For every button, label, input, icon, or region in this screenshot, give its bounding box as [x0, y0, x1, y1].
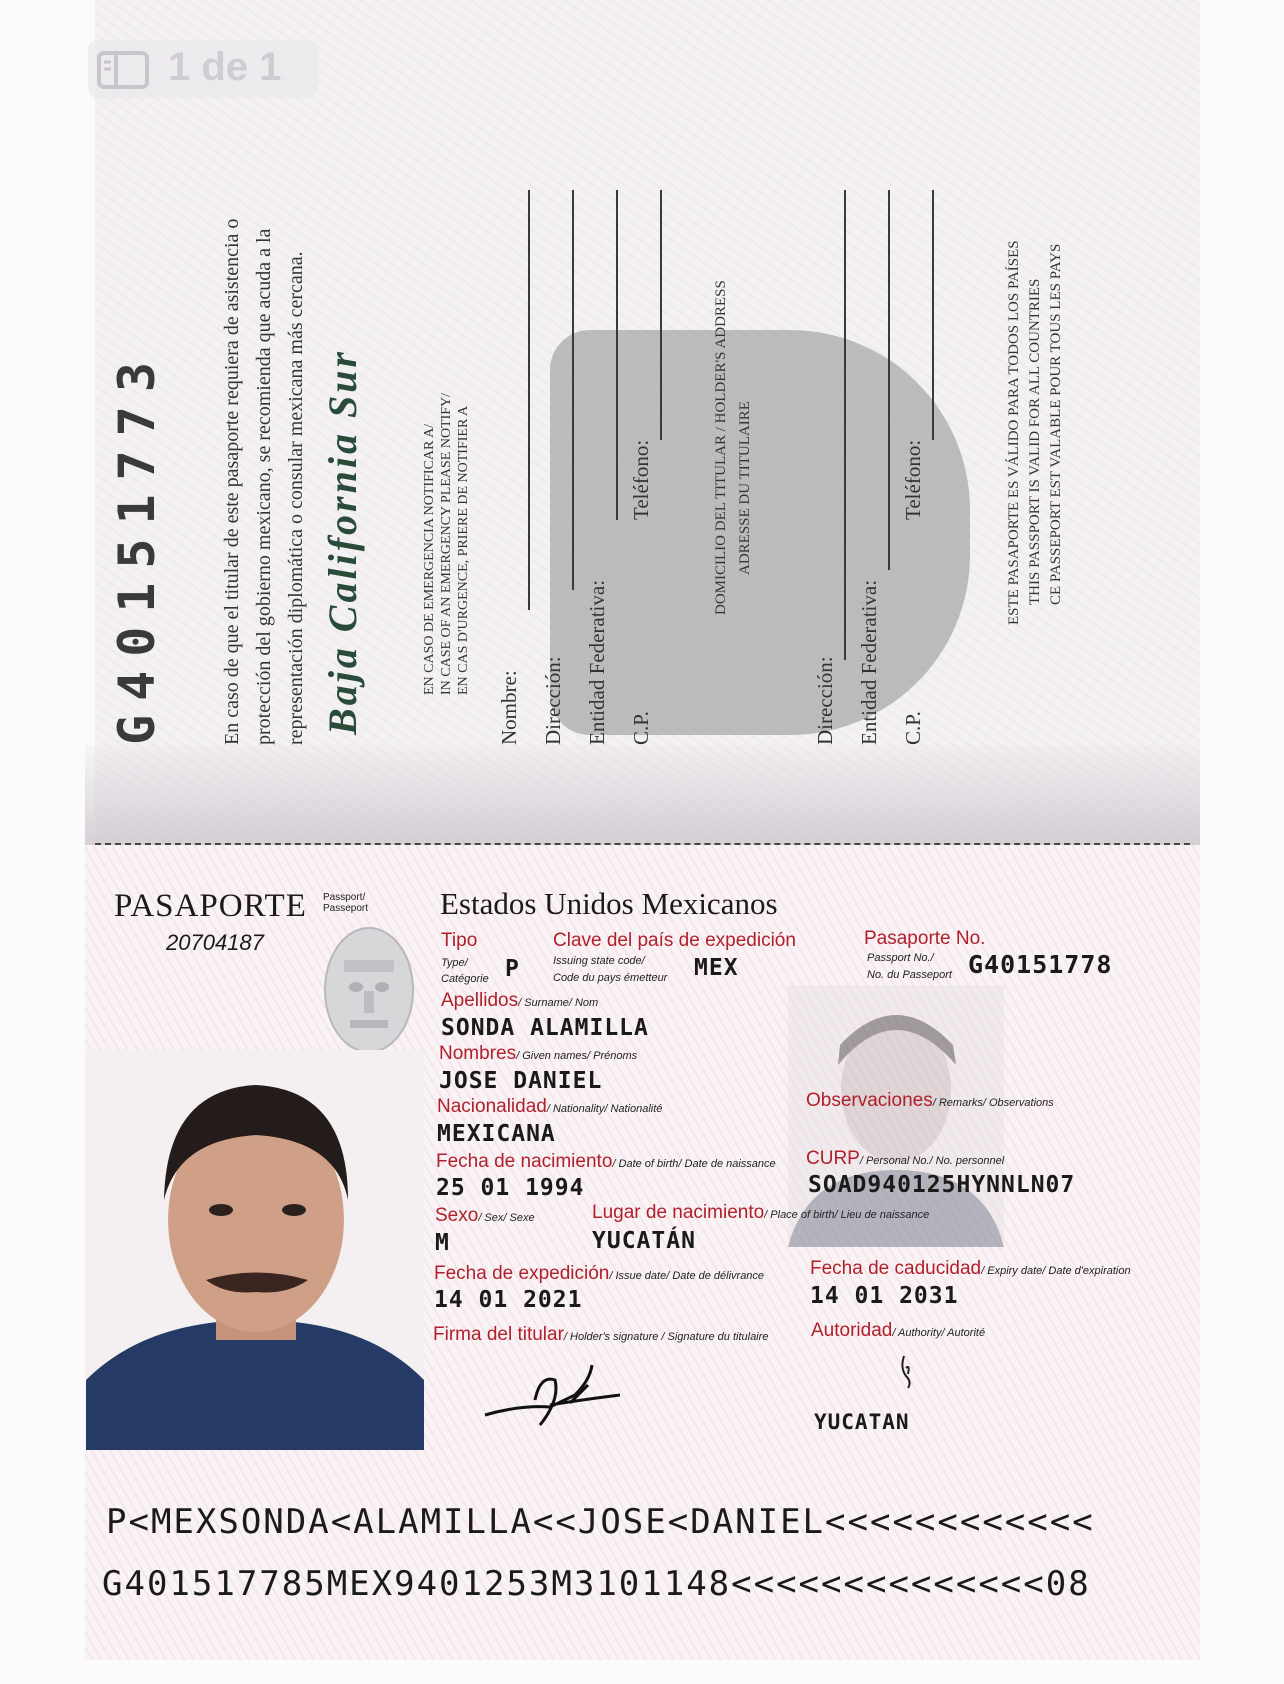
curp-label: CURP [806, 1148, 860, 1169]
nombres-label: Nombres [439, 1043, 517, 1064]
mrz-line-2: G401517785MEX9401253M3101148<<<<<<<<<<<<<<08 [102, 1564, 1091, 1604]
autoridad-label: Autoridad [811, 1320, 893, 1341]
validity-line-2: THIS PASSPORT IS VALID FOR ALL COUNTRIES [1027, 278, 1043, 605]
firma-label: Firma del titular [433, 1324, 564, 1345]
address-entidad-label: Entidad Federativa: [857, 579, 881, 745]
fecha-cad-small: / Expiry date/ Date d'expiration [981, 1265, 1131, 1277]
curp-value: SOAD940125HYNNLN07 [808, 1172, 1076, 1198]
nacionalidad-value: MEXICANA [437, 1121, 556, 1147]
doc-title-small-fr: Passeport [323, 903, 369, 914]
nombres-value: JOSE DANIEL [439, 1068, 603, 1094]
upper-page-margin [85, 745, 1200, 845]
nombres-label-group [439, 1043, 637, 1065]
curp-label-group [806, 1148, 1004, 1170]
clave-label: Clave del país de expedición [553, 930, 796, 951]
address-direccion-label: Dirección: [813, 656, 837, 745]
fecha-exp-value: 14 01 2021 [434, 1287, 583, 1313]
emergency-direccion-label: Dirección: [541, 656, 565, 745]
emblem-shading [550, 330, 970, 735]
clave-small-en: Issuing state code/ [553, 955, 645, 967]
notice-line-3: representación diplomática o consular mexicana más cercana. [285, 251, 307, 745]
page-indicator-label: 1 de 1 [168, 45, 282, 89]
fecha-exp-small: / Issue date/ Date de délivrance [609, 1270, 765, 1282]
passport-no-value: G40151778 [968, 950, 1113, 979]
fecha-nac-value: 25 01 1994 [436, 1175, 585, 1201]
clave-small-fr: Code du pays émetteur [553, 972, 668, 984]
validity-line-3: CE PASSEPORT EST VALABLE POUR TOUS LES PAYS [1048, 243, 1064, 605]
security-seal-icon [322, 925, 416, 1055]
sidebar-toggle-icon[interactable] [96, 50, 150, 90]
tipo-small-fr: Catégorie [441, 973, 489, 985]
validity-line-1: ESTE PASAPORTE ES VÁLIDO PARA TODOS LOS PAÍSES [1006, 240, 1022, 625]
fecha-cad-value: 14 01 2031 [810, 1283, 959, 1309]
emergency-header-3: EN CAS D'URGENCE, PRIERE DE NOTIFIER A [456, 405, 471, 695]
viewer-page-indicator[interactable] [88, 40, 318, 98]
lugar-nac-label-group [592, 1202, 929, 1224]
curp-small: / Personal No./ No. personnel [859, 1155, 1005, 1167]
doc-title: PASAPORTE [114, 888, 307, 924]
notice-line-1: En caso de que el titular de este pasaporte requiera de asistencia o [221, 218, 243, 745]
nacionalidad-label: Nacionalidad [437, 1096, 547, 1117]
apellidos-value: SONDA ALAMILLA [441, 1015, 649, 1041]
address-entidad-line [888, 190, 890, 570]
sexo-small: / Sex/ Sexe [478, 1212, 535, 1224]
emergency-entidad-line [616, 190, 618, 520]
nombres-small: / Given names/ Prénoms [516, 1050, 638, 1062]
upper-page-content [108, 105, 1200, 745]
country-name: Estados Unidos Mexicanos [440, 886, 778, 921]
mrz-line-1: P<MEXSONDA<ALAMILLA<<JOSE<DANIEL<<<<<<<<<<<< [106, 1502, 1095, 1542]
fecha-nac-label: Fecha de nacimiento [436, 1151, 613, 1172]
sexo-label: Sexo [435, 1205, 479, 1226]
passport-no-small [867, 950, 952, 984]
lugar-nac-value: YUCATÁN [592, 1228, 696, 1254]
tipo-small [441, 955, 489, 987]
lugar-nac-label: Lugar de nacimiento [592, 1202, 765, 1223]
autoridad-small: / Authority/ Autorité [892, 1327, 986, 1339]
holder-portrait [86, 1050, 424, 1450]
nacionalidad-label-group [437, 1096, 662, 1118]
emergency-direccion-line [572, 190, 574, 590]
fecha-exp-label-group [434, 1263, 764, 1285]
emergency-cp-label: C.P. [629, 711, 653, 745]
state-name: Baja California Sur [320, 348, 365, 735]
doc-title-small-en: Passport/ [323, 892, 366, 903]
tipo-value: P [505, 956, 520, 982]
emergency-telefono-label: Teléfono: [629, 439, 653, 520]
emergency-telefono-line [660, 190, 662, 440]
firma-small: / Holder's signature / Signature du titulaire [563, 1331, 769, 1343]
perforated-serial: G40151773 [108, 348, 166, 745]
sexo-value: M [435, 1230, 450, 1256]
address-header-1: DOMICILIO DEL TITULAR / HOLDER'S ADDRESS [713, 280, 729, 615]
fecha-cad-label: Fecha de caducidad [810, 1258, 982, 1279]
firma-label-group [433, 1324, 768, 1346]
address-cp-label: C.P. [901, 711, 925, 745]
passport-no-small-en: Passport No./ [867, 952, 934, 964]
tipo-small-en: Type/ [441, 957, 468, 969]
observaciones-label-group [806, 1090, 1054, 1112]
nacionalidad-small: / Nationality/ Nationalité [546, 1103, 663, 1115]
fecha-nac-label-group [436, 1151, 776, 1173]
autoridad-label-group [811, 1320, 985, 1342]
passport-no-label: Pasaporte No. [864, 928, 986, 949]
clave-small [553, 953, 667, 987]
emergency-nombre-label: Nombre: [497, 670, 521, 745]
emergency-header-2: IN CASE OF AN EMERGENCY PLEASE NOTIFY/ [439, 392, 454, 695]
notice-line-2: protección del gobierno mexicano, se recomienda que acuda a la [253, 228, 275, 745]
passport-no-small-fr: No. du Passeport [867, 969, 952, 981]
fecha-exp-label: Fecha de expedición [434, 1263, 610, 1284]
observaciones-label: Observaciones [806, 1090, 933, 1111]
clave-value: MEX [694, 955, 739, 981]
authority-signature-icon [896, 1352, 920, 1392]
address-direccion-line [844, 190, 846, 660]
sexo-label-group [435, 1205, 535, 1227]
apellidos-label-group [441, 990, 598, 1012]
holder-signature-icon [480, 1355, 630, 1435]
autoridad-value: YUCATAN [814, 1410, 910, 1434]
address-telefono-line [932, 190, 934, 440]
booklet-number: 20704187 [166, 930, 264, 955]
emergency-entidad-label: Entidad Federativa: [585, 579, 609, 745]
address-telefono-label: Teléfono: [901, 439, 925, 520]
observaciones-small: / Remarks/ Observations [932, 1097, 1054, 1109]
apellidos-label: Apellidos [441, 990, 519, 1011]
fecha-cad-label-group [810, 1258, 1131, 1280]
address-header-2: ADRESSE DU TITULAIRE [737, 401, 753, 575]
apellidos-small: / Surname/ Nom [518, 997, 599, 1009]
emergency-nombre-line [528, 190, 530, 610]
doc-title-small [323, 892, 368, 914]
fecha-nac-small: / Date of birth/ Date de naissance [612, 1158, 776, 1170]
emergency-header-1: EN CASO DE EMERGENCIA NOTIFICAR A/ [422, 423, 437, 695]
lugar-nac-small: / Place of birth/ Lieu de naissance [764, 1209, 930, 1221]
tipo-label: Tipo [441, 930, 478, 951]
